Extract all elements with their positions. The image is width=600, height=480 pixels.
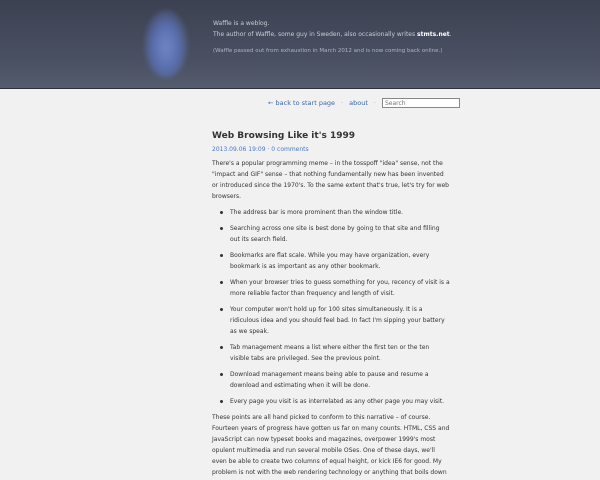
bullet-icon <box>220 211 223 214</box>
top-nav <box>268 97 460 109</box>
list-item <box>212 304 450 337</box>
comments-link[interactable]: 0 comments <box>271 146 309 153</box>
bullet-icon <box>220 346 223 349</box>
post-outro: These points are all hand picked to conform to this narrative – of course. Fourteen years of progress have gotten us far on many counts. HTML, CSS and JavaScript can now typeset books and magazines, overpower 1999's most opulent multimedia and run several mobile OSes. One of these days, we'll even be able to create two columns of equal height, or kick IE6 for good. My problem is not with the web rendering technology or anything that boils down <box>212 414 450 476</box>
list-item <box>212 369 450 391</box>
back-to-start-link[interactable]: ← back to start page <box>268 99 336 107</box>
list-item-text: Tab management means a list where either the first ten or the ten visible tabs are privileged. See the previous point. <box>230 344 430 362</box>
bullet-icon <box>220 227 223 230</box>
list-item <box>212 342 450 364</box>
list-item <box>212 223 450 245</box>
list-item-text: Every page you visit is as interrelated as any other page you may visit. <box>230 398 445 405</box>
list-item-text: Searching across one site is best done by going to that site and filling out its search field. <box>230 225 440 243</box>
list-item <box>212 250 450 272</box>
author-suffix: . <box>449 31 452 38</box>
bullet-icon <box>220 400 223 403</box>
author-line <box>213 29 573 40</box>
bullet-icon <box>220 281 223 284</box>
post-date[interactable]: 2013.09.06 19:09 <box>212 146 266 153</box>
bullet-icon <box>220 308 223 311</box>
header-text <box>213 18 573 57</box>
logo-blob-icon <box>144 10 188 78</box>
site-tagline: Waffle is a weblog. <box>213 20 270 27</box>
about-link[interactable]: about <box>349 99 368 107</box>
bullet-icon <box>220 254 223 257</box>
point-list <box>212 207 450 407</box>
header-notice: (Waffle passed out from exhaustion in March 2012 and is now coming back online.) <box>213 48 443 54</box>
bullet-icon <box>220 373 223 376</box>
post-meta <box>212 146 450 153</box>
list-item-text: The address bar is more prominent than the window title. <box>230 209 404 216</box>
list-item <box>212 277 450 299</box>
list-item-text: When your browser tries to guess something for you, recency of visit is a more reliable factor than frequency and length of visit. <box>230 279 450 297</box>
nav-separator: · <box>373 99 376 107</box>
list-item <box>212 396 450 407</box>
meta-separator: · <box>265 146 272 153</box>
site-header <box>0 0 600 89</box>
post-title[interactable]: Web Browsing Like it's 1999 <box>212 131 355 141</box>
author-prefix: The author of Waffle, some guy in Sweden, also occasionally writes <box>213 31 416 38</box>
post-intro: There's a popular programming meme – in the tosspoff "idea" sense, not the "impact and GIF" sense – that nothing fundamentally new has been invented or introduced since the 1970's. To the same extent that's true, let's try for web browsers. <box>212 160 449 200</box>
blog-post <box>212 131 450 478</box>
list-item-text: Bookmarks are flat scale. While you may have organization, every bookmark is as important as any other bookmark. <box>230 252 430 270</box>
list-item <box>212 207 450 218</box>
list-item-text: Your computer won't hold up for 100 sites simultaneously. It is a ridiculous idea and you should feel bad. In fact I'm sipping your battery as we speak. <box>230 306 445 335</box>
list-item-text: Download management means being able to pause and resume a download and estimating when it will be done. <box>230 371 429 389</box>
stmts-link[interactable]: stmts.net <box>417 31 450 38</box>
nav-separator: · <box>341 99 344 107</box>
search-input[interactable] <box>382 98 460 108</box>
